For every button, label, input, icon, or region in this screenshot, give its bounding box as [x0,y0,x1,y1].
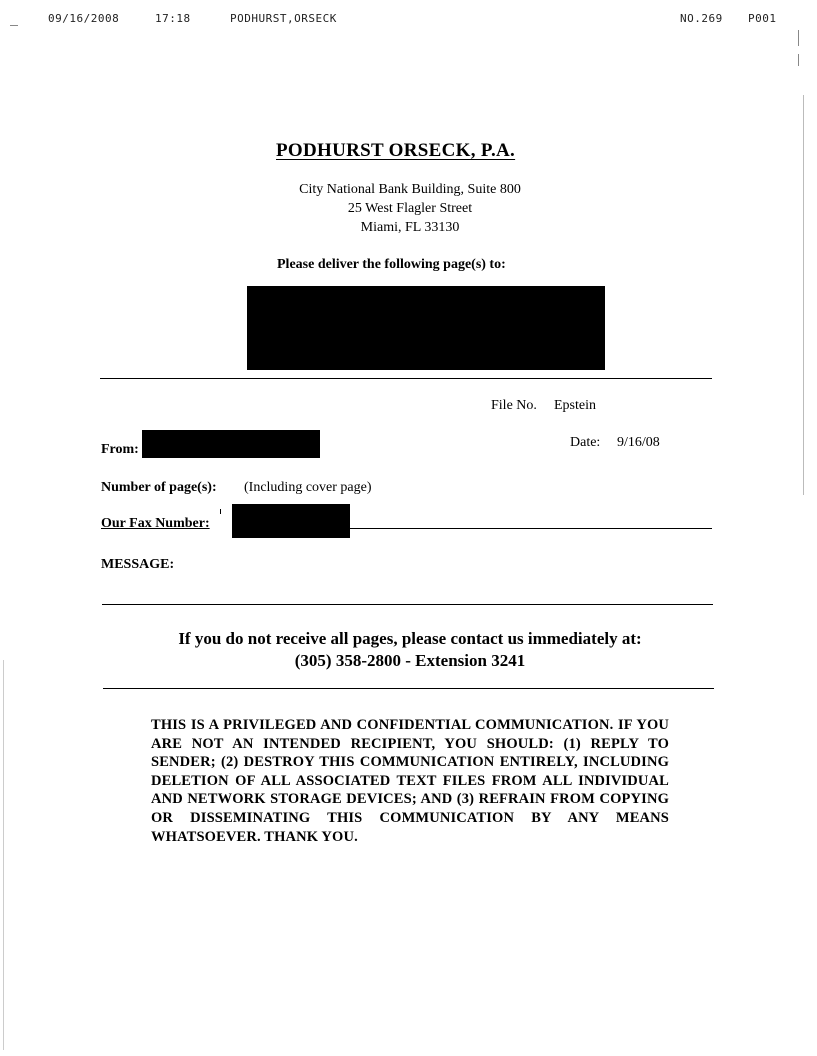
date-value: 9/16/08 [617,435,660,450]
divider-line [102,604,713,605]
notice-line-1: If you do not receive all pages, please contact us immediately at: [178,629,642,648]
scan-mark [10,25,18,26]
scan-mark [798,30,799,46]
confidentiality-statement: THIS IS A PRIVILEGED AND CONFIDENTIAL COMMUNICATION. IF YOU ARE NOT AN INTENDED RECIPIENT, YOU SHOULD: (1) REPLY TO SENDER; (2) DESTROY THIS COMMUNICATION ENTIRELY, INCLUDING DELETION OF ALL ASSOCIATED TEXT FILES FROM ALL INDIVIDUAL AND NETWORK STORAGE DEVICES; AND (3) REFRAIN FROM COPYING OR DISSEMINATING THIS COMMUNICATION BY ANY MEANS WHATSOEVER. THANK YOU. [151,717,669,845]
file-no-label: File No. [491,398,537,413]
date-label: Date: [570,435,601,450]
file-no-value: Epstein [554,398,596,413]
from-label: From: [101,442,139,457]
notice-phone: (305) 358-2800 - Extension 3241 [294,651,526,670]
fax-number-label: Our Fax Number: [101,516,210,531]
contact-notice [110,628,710,672]
deliver-to-label: Please deliver the following page(s) to: [277,257,506,272]
pages-value: (Including cover page) [244,480,372,495]
scan-mark [803,95,804,495]
divider-line [100,378,712,379]
fax-time: 17:18 [155,12,191,25]
scan-mark [220,509,221,514]
address-line-2: 25 West Flagler Street [347,201,473,216]
fax-number-redaction [232,504,350,538]
scan-mark [3,660,4,1050]
recipient-redaction [247,286,605,370]
address-line-1: City National Bank Building, Suite 800 [299,182,521,197]
fax-sender: PODHURST,ORSECK [230,12,337,25]
address-line-3: Miami, FL 33130 [360,220,460,235]
message-label: MESSAGE: [101,557,175,572]
firm-name: PODHURST ORSECK, P.A. [276,140,516,161]
fax-page: P001 [748,12,777,25]
from-redaction [142,430,320,458]
pages-label: Number of page(s): [101,480,217,495]
fax-date: 09/16/2008 [48,12,120,25]
fax-number: NO.269 [680,12,723,25]
firm-address [250,180,570,237]
scan-mark [798,54,799,66]
fax-number-line [350,528,712,529]
divider-line [103,688,714,689]
